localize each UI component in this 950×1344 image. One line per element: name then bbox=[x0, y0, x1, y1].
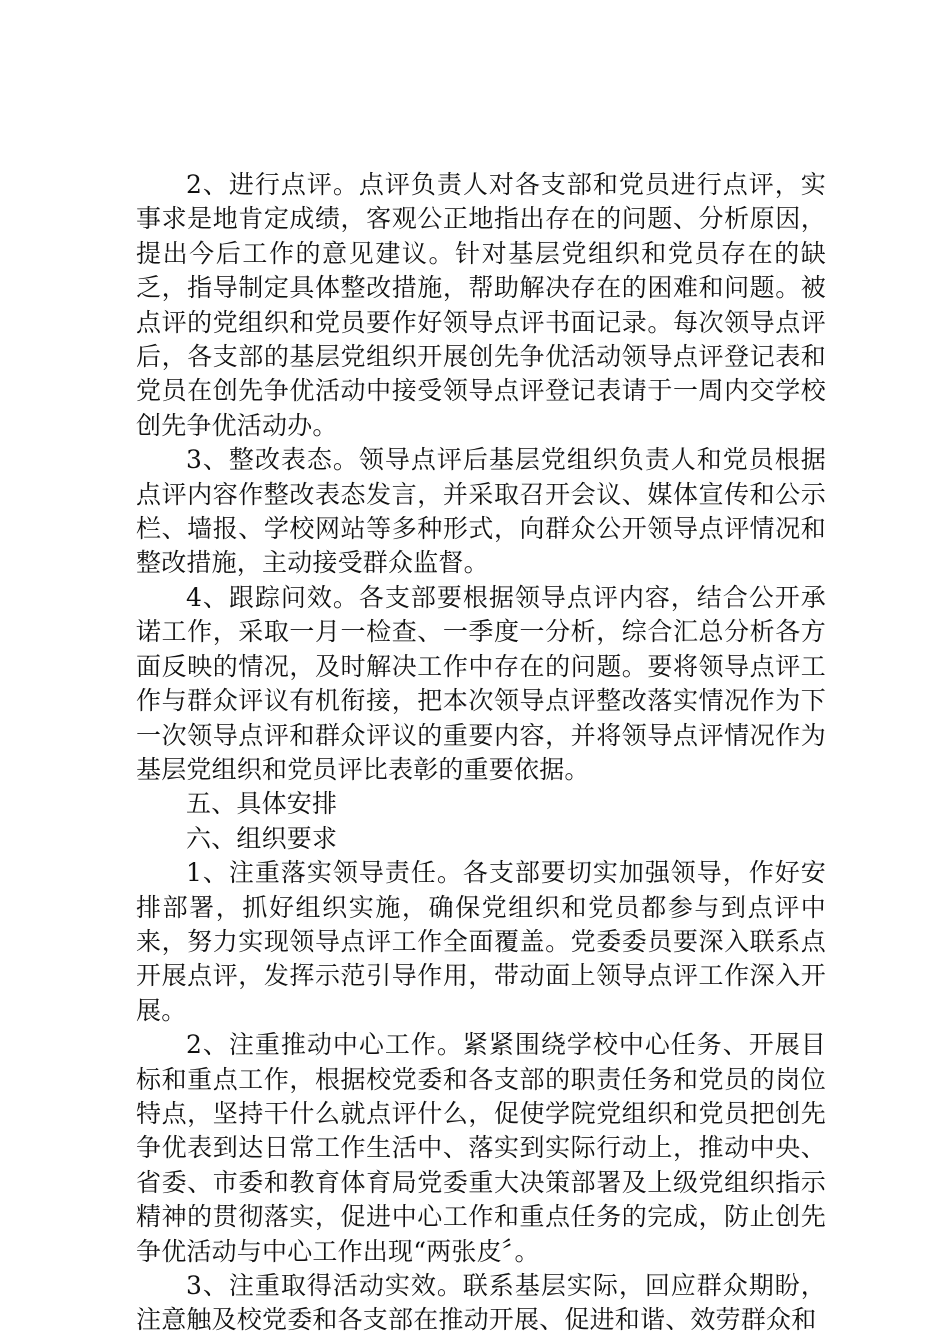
paragraph-follow-up: 4、跟踪问效。各支部要根据领导点评内容，结合公开承诺工作，采取一月一检查、一季度一分析，综合汇总分析各方面反映的情况，及时解决工作中存在的问题。要将领导点评工作与群众评议有机衔接，把本次领导点评整改落实情况作为下一次领导点评和群众评议的重要内容，并将领导点评情况作为基层党组织和党员评比表彰的重要依据。 bbox=[136, 582, 826, 784]
document-body bbox=[136, 168, 826, 1338]
section-heading-arrangement: 五、具体安排 bbox=[186, 789, 338, 819]
paragraph-review: 2、进行点评。点评负责人对各支部和党员进行点评，实事求是地肯定成绩，客观公正地指出存在的问题、分析原因，提出今后工作的意见建议。针对基层党组织和党员存在的缺乏，指导制定具体整改措施，帮助解决存在的困难和问题。被点评的党组织和党员要作好领导点评书面记录。每次领导点评后，各支部的基层党组织开展创先争优活动领导点评登记表和党员在创先争优活动中接受领导点评登记表请于一周内交学校创先争优活动办。 bbox=[136, 170, 826, 440]
paragraph-rectification: 3、整改表态。领导点评后基层党组织负责人和党员根据点评内容作整改表态发言，并采取召开会议、媒体宣传和公示栏、墙报、学校网站等多种形式，向群众公开领导点评情况和整改措施，主动接受群众监督。 bbox=[136, 445, 826, 578]
section-heading-requirements: 六、组织要求 bbox=[186, 823, 338, 853]
paragraph-requirement-1: 1、注重落实领导责任。各支部要切实加强领导，作好安排部署，抓好组织实施，确保党组织和党员都参与到点评中来，努力实现领导点评工作全面覆盖。党委委员要深入联系点开展点评，发挥示范引导作用，带动面上领导点评工作深入开展。 bbox=[136, 858, 826, 1025]
paragraph-requirement-3: 3、注重取得活动实效。联系基层实际，回应群众期盼，注意触及校党委和各支部在推动开展、促进和谐、效劳群众和 bbox=[136, 1271, 826, 1335]
paragraph-requirement-2: 2、注重推动中心工作。紧紧围绕学校中心任务、开展目标和重点工作，根据校党委和各支部的职责任务和党员的岗位特点，坚持干什么就点评什么，促使学院党组织和党员把创先争优表到达日常工作生活中、落实到实际行动上，推动中央、省委、市委和教育体育局党委重大决策部署及上级党组织指示精神的贯彻落实，促进中心工作和重点任务的完成，防止创先争优活动与中心工作出现“两张皮〞。 bbox=[136, 1030, 826, 1266]
